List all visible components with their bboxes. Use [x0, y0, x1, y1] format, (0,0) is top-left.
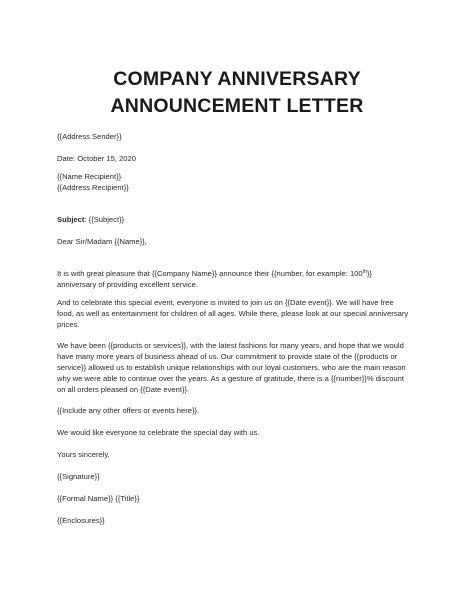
offers-line: {{Include any other offers or events here}}.: [57, 406, 200, 415]
paragraph-3: [57, 340, 406, 395]
paragraph-2-line: food, as well as entertainment for children of all ages. While there, please look at our special anniversary: [57, 309, 409, 318]
subject-value: : {{Subject}}: [84, 215, 125, 224]
paragraph-3-line: We have been {{products or services}}, with the latest fashions for many years, and hope that we would: [57, 341, 404, 350]
signature: {{Signature}}: [57, 472, 100, 481]
paragraph-3-line: on all orders pleased on {{Date event}}.: [57, 385, 190, 394]
paragraph-2-line: And to celebrate this special event, everyone is invited to join us on {{Date event}}. We will have free: [57, 298, 394, 307]
paragraph-3-line: service}} allowed us to establish unique relationships with our loyal customers, who are the main reason: [57, 363, 406, 372]
paragraph-1: [57, 268, 372, 290]
paragraph-1-text-b: }}: [366, 269, 372, 278]
formal-name-title: {{Formal Name}} {{Title}}: [57, 494, 140, 503]
letter-date: Date: October 15, 2020: [57, 154, 136, 163]
title-line-1: COMPANY ANNIVERSARY: [113, 68, 361, 90]
paragraph-1-text-a: It is with great pleasure that {{Company Name}} announce their {{number, for example: 100: [57, 269, 363, 278]
paragraph-3-line: why we were able to continue over the years. As a gesture of gratitude, there is a {{number}}% discount: [57, 374, 404, 383]
paragraph-3-line: have many more years of business ahead of us. Our commitment to provide state of the {{products or: [57, 352, 398, 361]
subject-line: [57, 214, 124, 225]
title-line-2: ANNOUNCEMENT LETTER: [110, 95, 364, 117]
enclosures: {{Enclosures}}: [57, 516, 105, 525]
address-sender: {{Address Sender}}: [57, 132, 122, 141]
paragraph-1-line-2: anniversary of providing excellent service.: [57, 280, 198, 289]
address-recipient: {{Address Recipient}}: [57, 183, 129, 192]
paragraph-2-line: prices.: [57, 320, 80, 329]
superscript-th: th: [362, 269, 367, 275]
closing-line: We would like everyone to celebrate the special day with us.: [57, 428, 260, 437]
paragraph-1-line-1: [57, 268, 372, 279]
salutation: Dear Sir/Madam {{Name}},: [57, 237, 147, 246]
name-recipient: {{Name Recipient}}: [57, 172, 122, 181]
paragraph-2: [57, 297, 408, 330]
subject-label: Subject: [57, 215, 85, 224]
sign-off: Yours sincerely,: [57, 450, 110, 459]
